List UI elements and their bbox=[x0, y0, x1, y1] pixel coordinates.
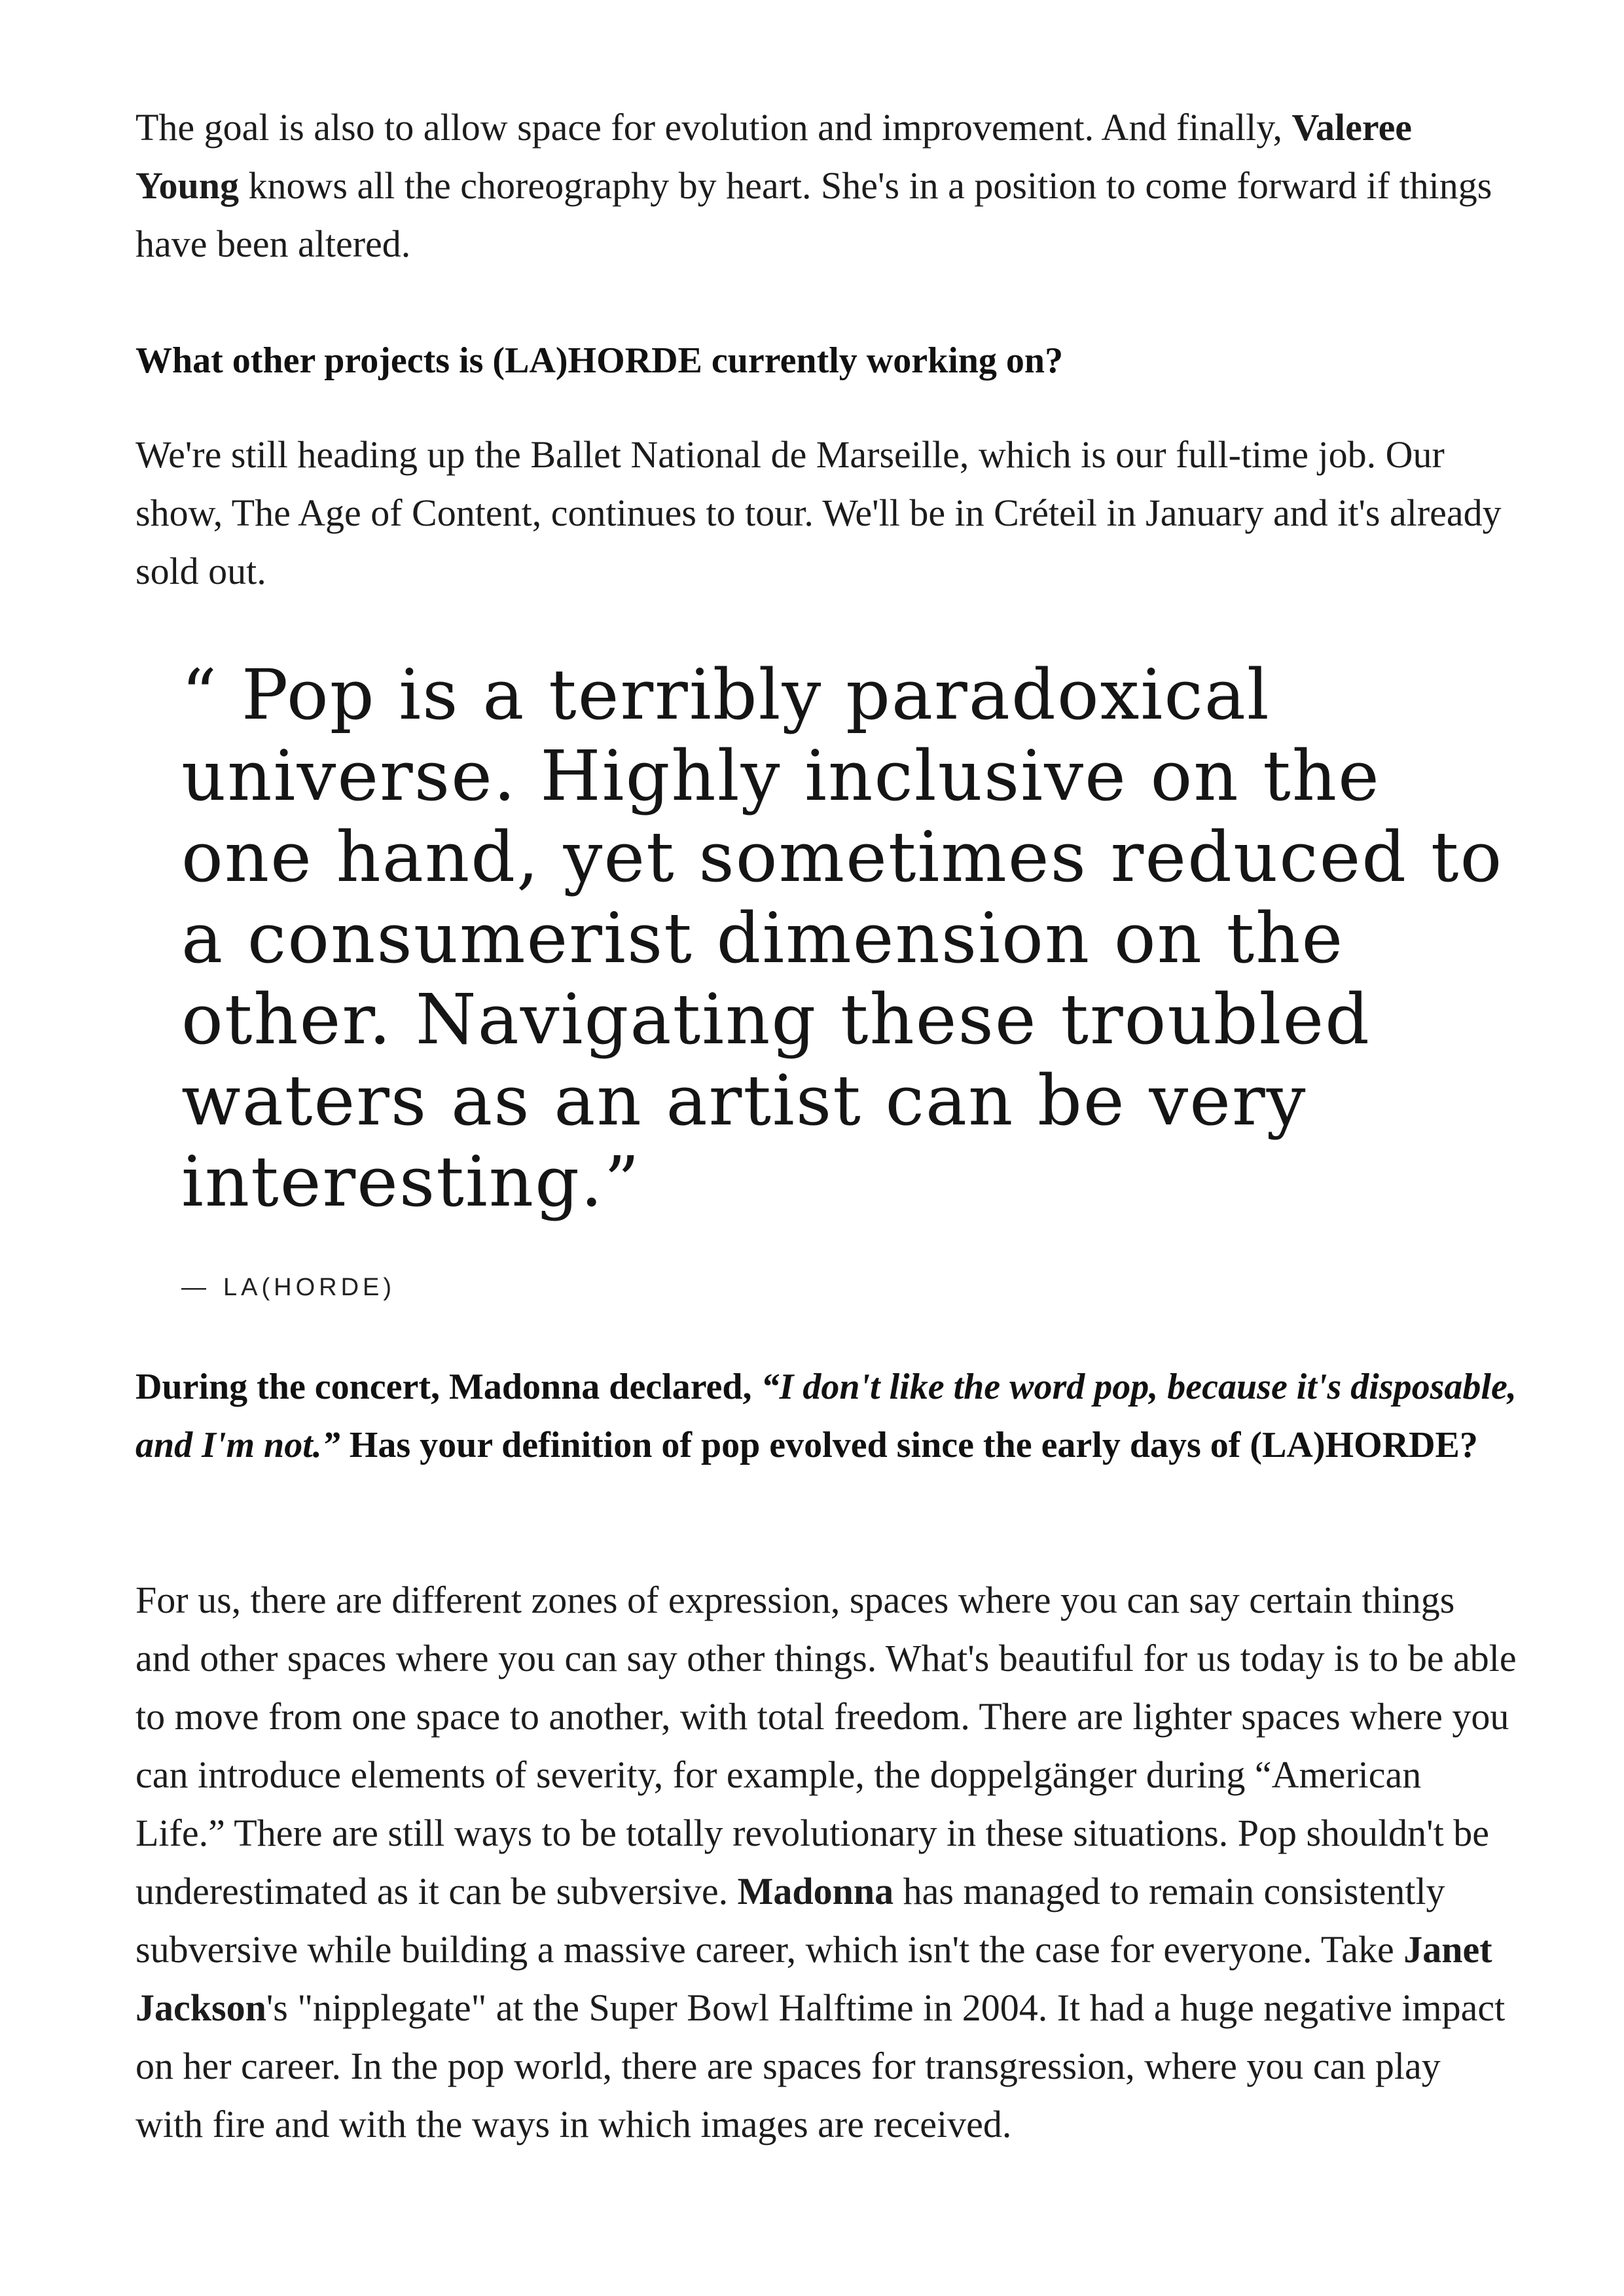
person-name: Janet Jackson bbox=[135, 1928, 1492, 2029]
interview-question: What other projects is (LA)HORDE currently working on? bbox=[135, 340, 1064, 381]
pull-quote-attribution bbox=[181, 1274, 1530, 1302]
pull-quote bbox=[181, 655, 1530, 1302]
madonna-quote: “I don't like the word pop, because it's disposable, and I'm not.” bbox=[135, 1367, 1517, 1465]
pull-quote-text: “ Pop is a terribly paradoxical universe. Highly inclusive on the one hand, yet sometimes reduced to a consumerist dimension on the other. Navigating these troubled waters as an artist can be very interesting.” bbox=[181, 655, 1504, 1222]
question-text: Has your definition of pop evolved since the early days of (LA)HORDE? bbox=[340, 1425, 1478, 1465]
answer-text: has managed to remain consistently subversive while building a massive career, which isn't the case for everyone. Take bbox=[135, 1870, 1445, 1971]
answer-text: 's "nipplegate" at the Super Bowl Halftime in 2004. It had a huge negative impact on her career. In the pop world, there are spaces for transgression, where you can play with fire and with the ways in which images are received. bbox=[135, 1986, 1506, 2145]
answer-text: For us, there are different zones of expression, spaces where you can say certain things and other spaces where you can say other things. What's beautiful for us today is to be able to move from one space to another, with total freedom. There are lighter spaces where you can introduce elements of severity, for example, the doppelgänger during “American Life.” There are still ways to be totally revolutionary in these situations. Pop shouldn't be underestimated as it can be subversive. bbox=[135, 1579, 1517, 1912]
paragraph-text: The goal is also to allow space for evolution and improvement. And finally, bbox=[135, 106, 1292, 149]
answer-block bbox=[135, 1571, 1517, 2153]
interview-answer: We're still heading up the Ballet National de Marseille, which is our full-time job. Our show, The Age of Content, continues to tour. We'll be in Créteil in January and it's already sold out. bbox=[135, 433, 1502, 592]
interview-answer bbox=[135, 1571, 1517, 2153]
attribution-name: LA(HORDE) bbox=[223, 1274, 396, 1301]
attribution-dash: — bbox=[181, 1274, 210, 1301]
article-body bbox=[135, 98, 1510, 600]
person-name: Madonna bbox=[737, 1870, 894, 1912]
paragraph-text: knows all the choreography by heart. She's in a position to come forward if things have been altered. bbox=[135, 164, 1492, 265]
paragraph-intro bbox=[135, 98, 1510, 273]
question-block bbox=[135, 1358, 1517, 1475]
question-text: During the concert, Madonna declared, bbox=[135, 1367, 761, 1407]
interview-question bbox=[135, 1358, 1517, 1475]
person-name: Valeree Young bbox=[135, 106, 1413, 207]
